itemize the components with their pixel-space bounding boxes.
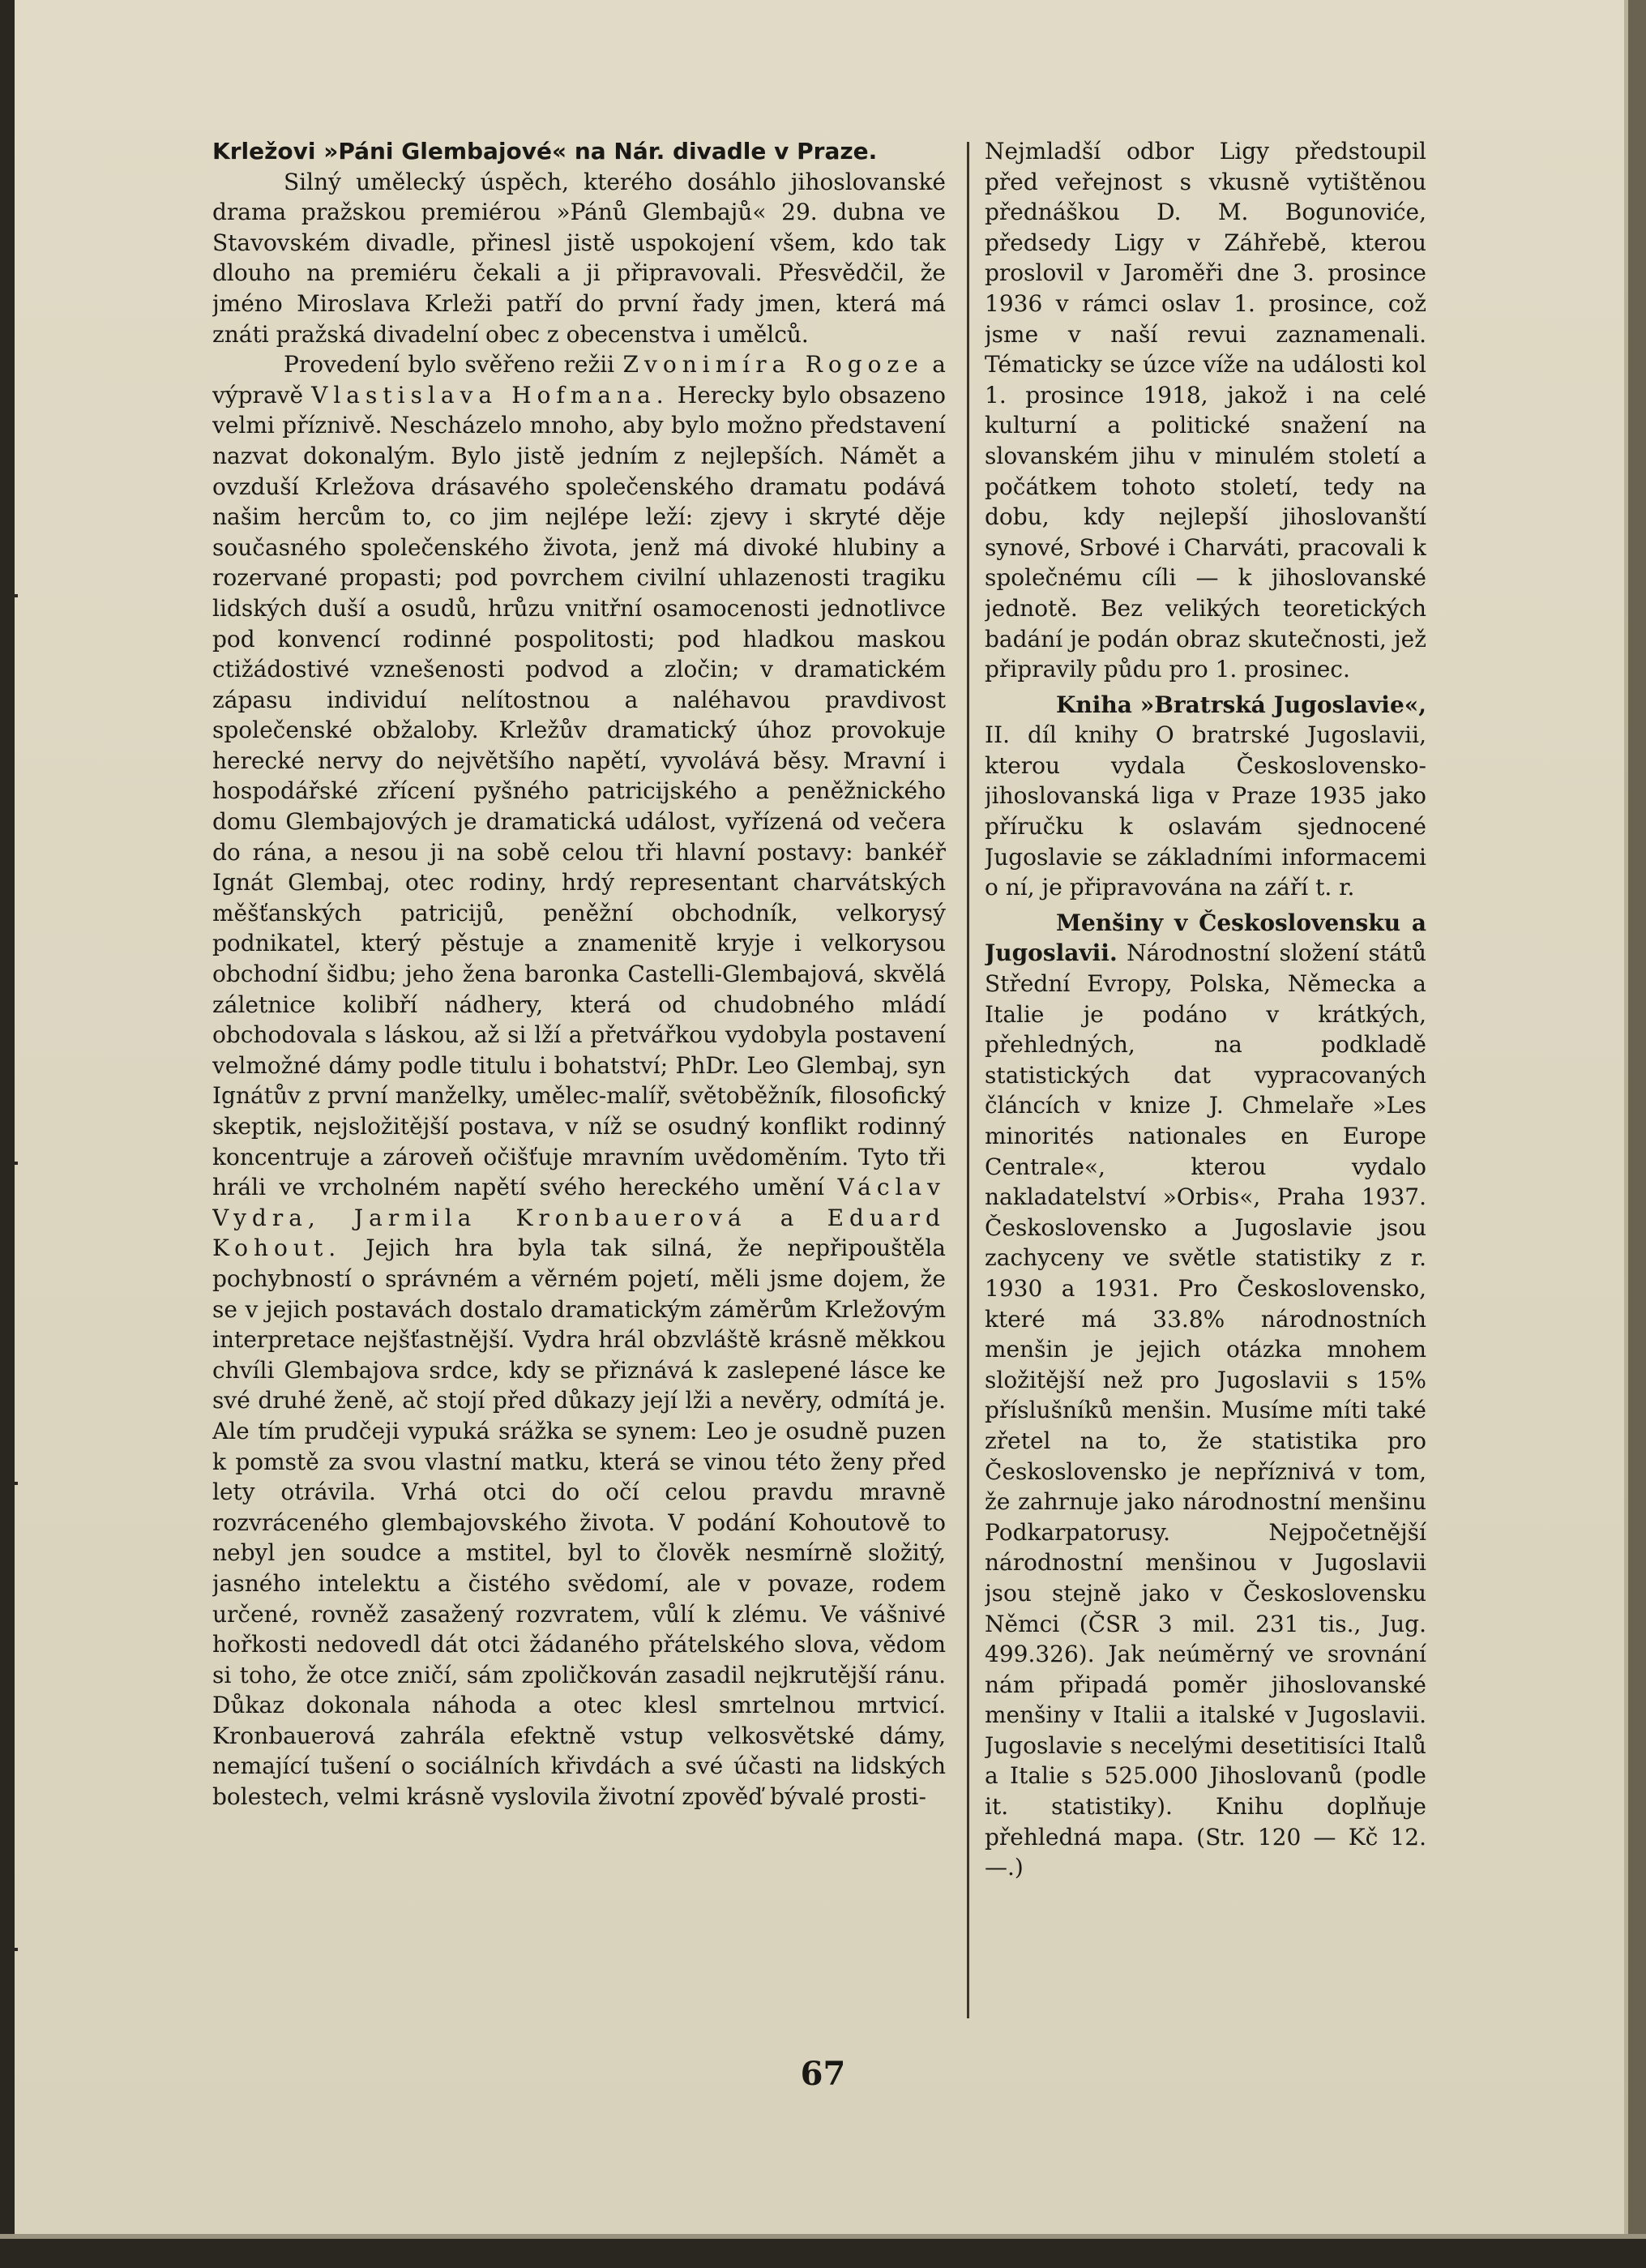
margin-mark: [0, 1948, 18, 1951]
margin-mark: [0, 1482, 18, 1485]
paragraph-text: Herecky bylo obsazeno velmi příznivě. Nescházelo mnoho, aby bylo možno představení nazvat dokonalým. Bylo jistě jedním z nejlepších. Námět a ovzduší Krležova drásavého společenského dramatu podává našim hercům to, co jim nejlépe leží: zjevy i skryté děje současného společenského života, jenž má divoké hlubiny a rozervané propasti; pod povrchem civilní uhlazenosti tragiku lidských duší a osudů, hrůzu vnitřní osamocenosti jednotlivce pod konvencí rodinné pospolitosti; pod hladkou maskou ctižádostivé vznešenosti podvod a zločin; v dramatickém zápasu individuí nelítostnou a naléhavou pravdivost společenské obžaloby. Krležův dramatický úhoz provokuje herecké nervy do největšího napětí, vyvolává běsy. Mravní i hospodářské zřícení pyšného patricijského a peněžnického domu Glembajových je dramatická událost, vyřízená od večera do rána, a nesou ji na sobě celou tři hlavní postavy: bankéř Ignát Glembaj, otec rodiny, hrdý representant charvátských měšťanských patricijů, peněžní obchodník, velkorysý podnikatel, který pěstuje a znamenitě kryje i velkorysou obchodní šidbu; jeho žena baronka Castelli-Glembajová, skvělá záletnice kolibří nádhery, která od chudobného mládí obchodovala s láskou, až si lží a přetvářkou vydobyla postavení velmožné dámy podle titulu i bohatství; PhDr. Leo Glembaj, syn Ignátův z první manželky, umělec-malíř, světoběžník, filosofický skeptik, nejsložitější postava, v níž se osudný konflikt rodinný koncentruje a zároveň očišťuje mravním uvědoměním. Tyto tři hráli ve vrcholném napětí svého hereckého umění: [212, 381, 946, 1201]
right-page-edge: [1628, 0, 1646, 2268]
director-name: Zvonimíra Rogoze: [622, 351, 924, 379]
paragraph-text: II. díl knihy O bratrské Jugoslavii, kterou vydala Československo-jihoslovanská liga v Praze 1935 jako příručku k oslavám sjednocené Jugoslavie se základními informacemi o ní, je připravována na září t. r.: [985, 721, 1426, 901]
paragraph-text: Národnostní složení států Střední Evropy, Polska, Německa a Italie je podáno v krátkých, přehledných, na podkladě statistických dat vypracovaných článcích v knize J. Chmelaře »Les minorités nationales en Europe Centrale«, kterou vydalo nakladatelství »Orbis«, Praha 1937. Československo a Jugoslavie jsou zachyceny ve světle statistiky z r. 1930 a 1931. Pro Československo, které má 33.8% národnostních menšin je jejich otázka mnohem složitější než pro Jugoslavii s 15% příslušníků menšin. Musíme míti také zřetel na to, že statistika pro Československo je nepříznivá v tom, že zahrnuje jako národnostní menšinu Podkarpatorusy. Nejpočetnější národnostní menšinou v Jugoslavii jsou stejně jako v Československu Němci (ČSR 3 mil. 231 tis., Jug. 499.326). Jak neúměrný ve srovnání nám připadá poměr jihoslovanské menšiny v Italii a italské v Jugoslavii. Jugoslavie s necelými desetitisíci Italů a Italie s 525.000 Jihoslovanů (podle it. statistiky). Knihu doplňuje přehledná mapa. (Str. 120 — Kč 12.—.): [985, 939, 1426, 1881]
left-binding-edge: [0, 0, 15, 2268]
margin-mark: [0, 1162, 18, 1165]
designer-name: Vlastislava Hofmana.: [311, 381, 669, 409]
margin-mark: [0, 594, 18, 597]
right-column: [985, 136, 1426, 2017]
news-paragraph: Nejmladší odbor Ligy předstoupil před veřejnost s vkusně vytištěnou přednáškou D. M. Bogunoviće, předsedy Ligy v Záhřebě, kterou proslovil v Jaroměři dne 3. prosince 1936 v rámci oslav 1. prosince, což jsme v naší revui zaznamenali. Tématicky se úzce víže na události kol 1. prosince 1918, jakož i na celé kulturní a politické snažení na slovanském jihu v minulém století a počátkem tohoto století, tedy na dobu, kdy nejlepší jihoslovanští synové, Srbové i Charváti, pracovali k společnému cíli — k jihoslovanské jednotě. Bez velikých teoretických badání je podán obraz skutečnosti, jež připravily půdu pro 1. prosinec.: [985, 138, 1426, 683]
actor-name: Eduard Kohout.: [212, 1204, 946, 1262]
paragraph-text: a výpravě: [212, 351, 946, 409]
paragraph-text: Provedení bylo svěřeno režii: [284, 351, 615, 379]
page-number: 67: [800, 2055, 846, 2093]
actor-name: Jarmila Kronbauerová: [353, 1204, 747, 1231]
book-title: Kniha »Bratrská Jugoslavie«,: [1056, 691, 1426, 718]
news-paragraph: [985, 908, 1426, 1883]
article-heading: [212, 136, 946, 167]
column-divider: [967, 142, 969, 2018]
bottom-page-edge: [0, 2239, 1646, 2268]
left-column: [212, 136, 946, 2017]
paragraph-text: Jejich hra byla tak silná, že nepřipouštěla pochybností o správném a věrném pojetí, měli jsme dojem, že se v jejich postavách dostalo dramatickým záměrům Krležovým interpretace nejšťastnější. Vydra hrál obzvláště krásně měkkou chvíli Glembajova srdce, kdy se přiznává k zaslepené lásce ke své druhé ženě, ač stojí před důkazy její lži a nevěry, odmítá je. Ale tím prudčeji vypuká srážka se synem: Leo je osudně puzen k pomstě za svou vlastní matku, která se vinou této ženy před lety otrávila. Vrhá otci do očí celou pravdu mravně rozvráceného glembajovského života. V podání Kohoutově to nebyl jen soudce a mstitel, byl to člověk nesmírně složitý, jasného intelektu a čistého svědomí, ale v povaze, rodem určené, rovněž zasažený rozvratem, vůlí k zlému. Ve vášnivé hořkosti nedovedl dát otci žádaného přátelského slova, vědom si toho, že otce zničí, sám zpoličkován zasadil nejkrutější ránu. Důkaz dokonala náhoda a otec klesl smrtelnou mrtvicí. Kronbauerová zahrála efektně vstup velkosvětské dámy, nemající tušení o sociálních křivdách a své účasti na lidských bolestech, velmi krásně vyslovila životní zpověď bývalé prosti-: [212, 1235, 946, 1811]
paragraph-text: a: [780, 1204, 794, 1231]
section-title: Menšiny v Československu a Jugoslavii.: [985, 909, 1426, 967]
article-paragraph: [212, 349, 946, 1812]
article-paragraph: Silný umělecký úspěch, kterého dosáhlo jihoslovanské drama pražskou premiérou »Pánů Glembajů« 29. dubna ve Stavovském divadle, přinesl jistě uspokojení všem, kdo tak dlouho na premiéru čekali a ji připravovali. Přesvědčil, že jméno Miroslava Krleži patří do první řady jmen, která má znáti pražská divadelní obec z obecenstva i umělců.: [212, 168, 946, 348]
news-paragraph: [985, 690, 1426, 903]
actor-name: Václav Vydra,: [212, 1174, 946, 1231]
article-title: Krležovi »Páni Glembajové« na Nár. divadle v Praze.: [212, 138, 878, 165]
